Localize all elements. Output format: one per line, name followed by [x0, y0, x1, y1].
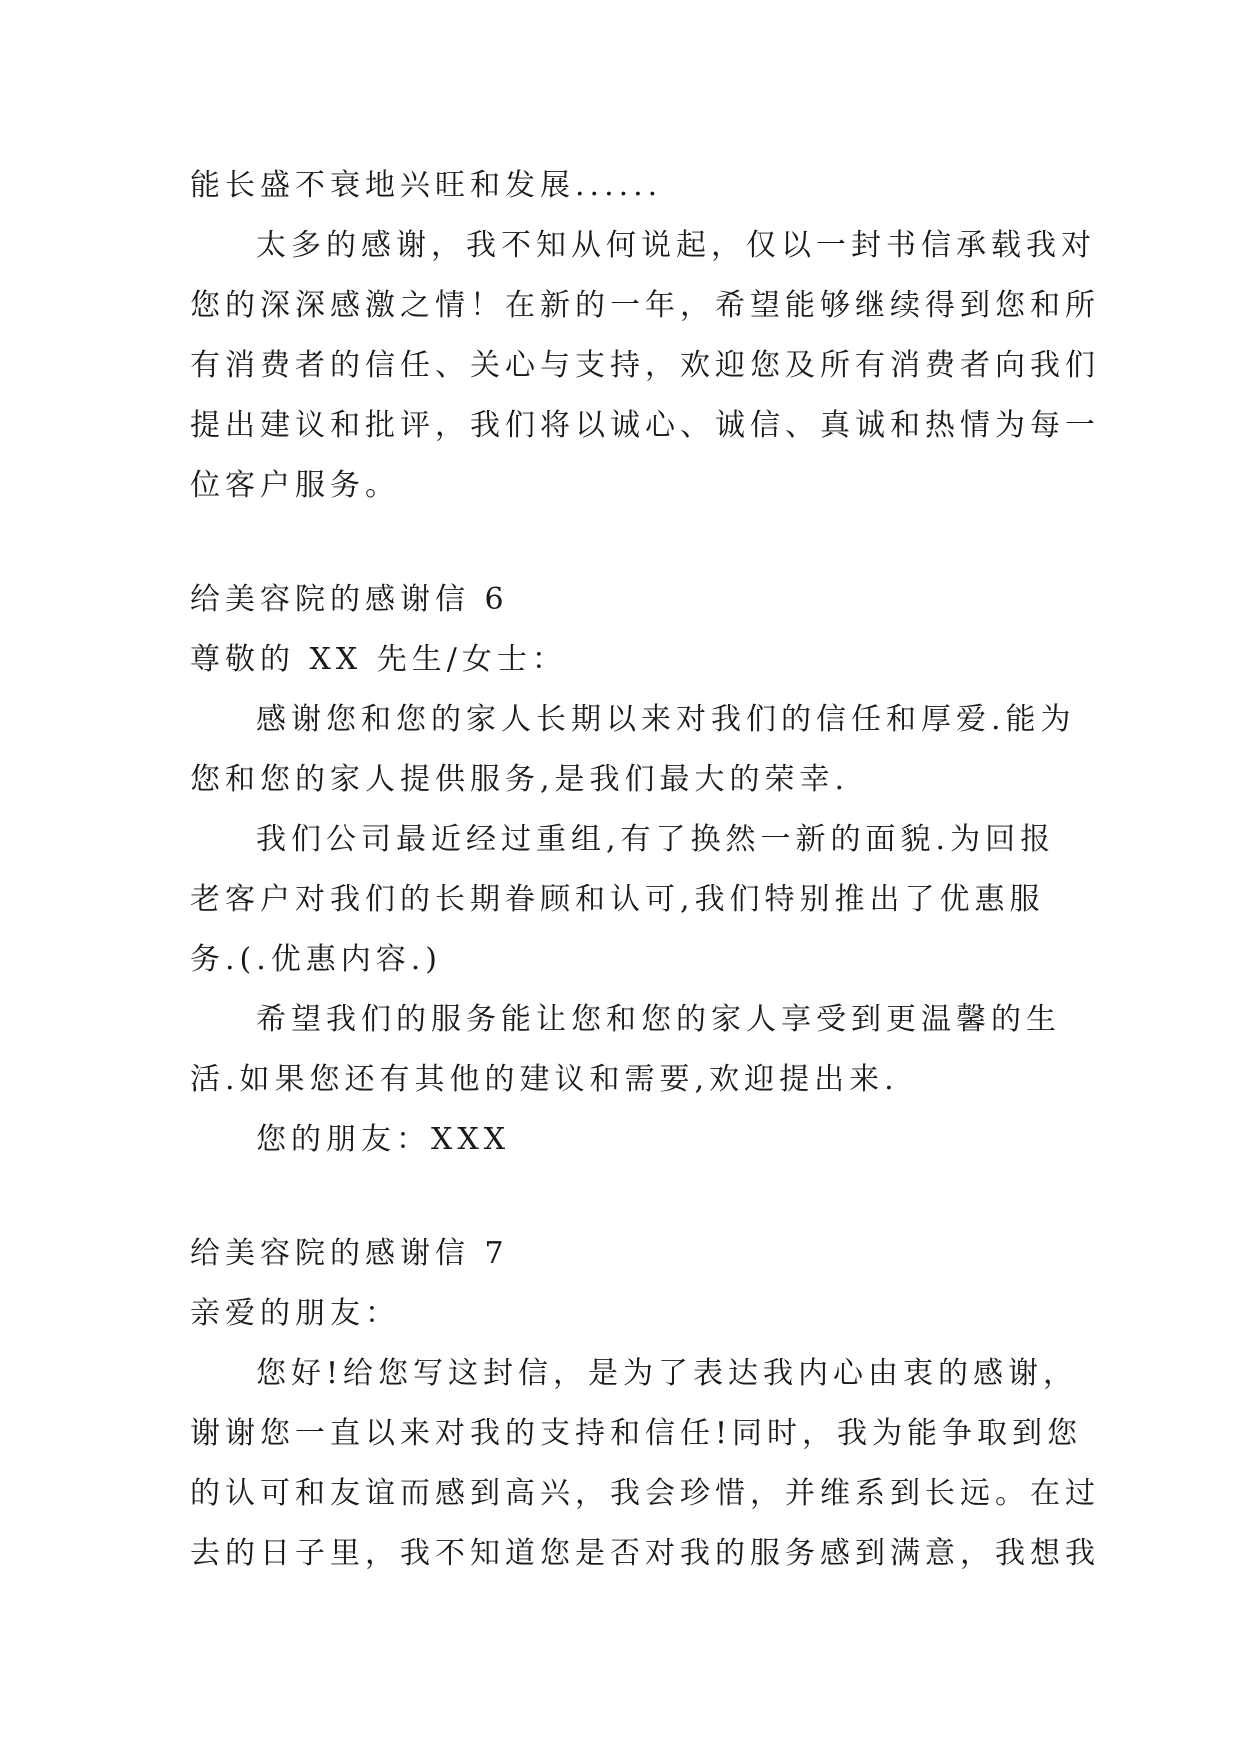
paragraph-line: 您和您的家人提供服务,是我们最大的荣幸. — [190, 762, 850, 797]
salutation: 尊敬的 XX 先生/女士： — [190, 642, 567, 677]
paragraph-line: 感谢您和您的家人长期以来对我们的信任和厚爱.能为 — [256, 702, 1076, 737]
paragraph-line: 我们公司最近经过重组,有了换然一新的面貌.为回报 — [256, 822, 1056, 857]
paragraph-line: 的认可和友谊而感到高兴，我会珍惜，并维系到长远。在过 — [190, 1476, 1100, 1511]
paragraph-line: 活.如果您还有其他的建议和需要,欢迎提出来. — [190, 1062, 899, 1097]
paragraph-line: 务.(.优惠内容.) — [190, 942, 443, 977]
paragraph-line: 希望我们的服务能让您和您的家人享受到更温馨的生 — [256, 1002, 1061, 1037]
paragraph-line: 去的日子里，我不知道您是否对我的服务感到满意，我想我 — [190, 1536, 1100, 1571]
salutation: 亲爱的朋友： — [190, 1296, 400, 1331]
paragraph-line: 有消费者的信任、关心与支持，欢迎您及所有消费者向我们 — [190, 348, 1100, 383]
paragraph-line: 老客户对我们的长期眷顾和认可,我们特别推出了优惠服 — [190, 882, 1045, 917]
paragraph-line: 您的深深感激之情！在新的一年，希望能够继续得到您和所 — [190, 288, 1100, 323]
section-heading: 给美容院的感谢信 7 — [190, 1236, 509, 1271]
paragraph-line: 提出建议和批评，我们将以诚心、诚信、真诚和热情为每一 — [190, 408, 1100, 443]
paragraph-line: 能长盛不衰地兴旺和发展...... — [190, 168, 663, 203]
paragraph-line: 位客户服务。 — [190, 468, 400, 503]
paragraph-line: 太多的感谢，我不知从何说起，仅以一封书信承载我对 — [256, 228, 1096, 263]
paragraph-line: 谢谢您一直以来对我的支持和信任!同时，我为能争取到您 — [190, 1416, 1083, 1451]
section-heading: 给美容院的感谢信 6 — [190, 582, 509, 617]
signature-line: 您的朋友：XXX — [256, 1122, 511, 1157]
paragraph-line: 您好!给您写这封信，是为了表达我内心由衷的感谢， — [256, 1356, 1079, 1391]
